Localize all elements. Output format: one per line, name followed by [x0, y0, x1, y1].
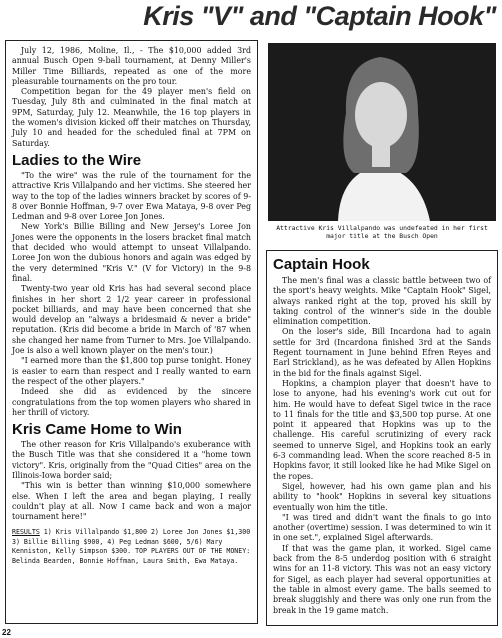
hook-paragraph: "I was tired and didn't want the finals to go into another (overtime) session. I was determined to win it in one set.", explained Sigel afterwards. [273, 512, 491, 543]
home-paragraph: The other reason for Kris Villalpando's exuberance with the Busch Title was that she considered it a "home town victory". Kris, originally from the "Quad Cities" area on the Illinois-Iowa border said; [12, 440, 251, 480]
hook-paragraph: The men's final was a classic battle between two of the sport's heavy weights. Mike "Captain Hook" Sigel, always ranked right at the top, proved his skill by taking control of the winner's side in the double elimination competition. [273, 276, 491, 327]
wire-paragraph: Twenty-two year old Kris has had several second place finishes in her short 2 1/2 year career in professional pocket billiards, and may have been concerned that she would develop an "always a bridesmaid & never a bride" reputation. (Kris did become a bride in March of '87 when she changed her name from Turner to Mrs. Joe Villalpando. Joe is also a well known player on the men's tour.) [12, 284, 251, 356]
headline: Kris "V" and "Captain Hook" [143, 1, 496, 31]
hook-paragraph: Sigel, however, had his own game plan and his ability to "hook" Hopkins in several key situations eventually won him the title. [273, 481, 491, 512]
photo-caption: Attractive Kris Villalpando was undefeated in her first major title at the Busch Open [276, 224, 488, 241]
wire-paragraph: "I earned more than the $1,800 top purse tonight. Honey is easier to earn than respect and I really wanted to earn the respect of the other players." [12, 356, 251, 386]
intro-paragraph: July 12, 1986, Moline, Il., - The $10,000 added 3rd annual Busch Open 9-ball tournament, at Denny Miller's Miller Time Billiards, repeated as one of the more pleasurable tournaments on the pro tour. [12, 46, 251, 86]
hook-paragraph: On the loser's side, Bill Incardona had to again settle for 3rd (Incardona finished 3rd at the Sands Regent tournament in June behind Efren Reyes and Earl Strickland), as he was defeated by Allen Hopkins in the bid for the finals against Sigel. [273, 327, 491, 378]
results-text: 1) Kris Villalpando $1,800 2) Loree Jon Jones $1,300 3) Billie Billing $900, 4) Peg Ledman $600, 5/6) Mary Kenniston, Kelly Simpson $300. TOP PLAYERS OUT OF THE MONEY: Belinda Bearden, Bonnie Hoffman, Laura Smith, Ewa Mataya. [12, 528, 251, 565]
results-block [12, 528, 251, 566]
subheading-captain-hook: Captain Hook [273, 256, 370, 273]
home-paragraph: "This win is better than winning $10,000 somewhere else. When I left the area and began playing, I really couldn't play at all. Now I came back and won a major tournament here!" [12, 481, 251, 522]
results-label: RESULTS [12, 528, 40, 537]
subheading-came-home: Kris Came Home to Win [12, 421, 182, 439]
subheading-ladies-wire: Ladies to the Wire [12, 151, 142, 169]
neck [372, 143, 390, 167]
page-number: 22 [2, 628, 11, 637]
left-column-article [5, 40, 258, 624]
intro-paragraph: Competition began for the 49 player men's field on Tuesday, July 8th and culminated in the final match at 9PM, Saturday, July 12. Meanwhile, the 16 top players in the women's division kicked off their matches on Thursday, July 10 and headed for the scheduled final at 7PM on Saturday. [12, 87, 251, 148]
hook-paragraph: Hopkins, a champion player that doesn't have to lose to anyone, had his evening's work cut out for him. He would have to defeat Sigel twice in the race to 11 finals for the title and $3,500 top purse. At one point it appeared that Hopkins was up to the challenge. His careful scrutinizing of every rack seemed to unnerve Sigel, and Hopkins took an early 6-3 commanding lead. When the score reached 8-5 in Hopkins favor, it still looked like he had Mike Sigel on the ropes. [273, 378, 491, 481]
photo-kris-villalpando [268, 43, 496, 221]
right-column-article [266, 250, 498, 626]
hook-paragraph: If that was the game plan, it worked. Sigel came back from the 8-5 underdog position with 6 straight wins for an 11-8 victory. This was not an easy victory for Sigel, as each player had several opportunities at the table in almost every game. The balls seemed to break sluggishly and there was only one run from the break in the 19 game match. [273, 543, 491, 615]
wire-paragraph: Indeed she did as evidenced by the sincere congratulations from the top women players who shared in her thrill of victory. [12, 387, 251, 417]
wire-paragraph: New York's Billie Billing and New Jersey's Loree Jon Jones were the opponents in the losers bracket final match that decided who would attempt to unseat Villalpando. Loree Jon won the dubious honors and again was edged by the very determined "Kris V." (V for Victory) in the 9-8 final. [12, 222, 251, 283]
wire-paragraph: "To the wire" was the rule of the tournament for the attractive Kris Villalpando and her victims. She steered her way to the top of the ladies winners bracket by scores of 9-8 over Bonnie Hoffman, 9-7 over Ewa Mataya, 9-8 over Peg Ledman and 9-8 over Loree Jon Jones. [12, 170, 251, 222]
portrait-image [268, 43, 496, 221]
face [355, 82, 407, 148]
